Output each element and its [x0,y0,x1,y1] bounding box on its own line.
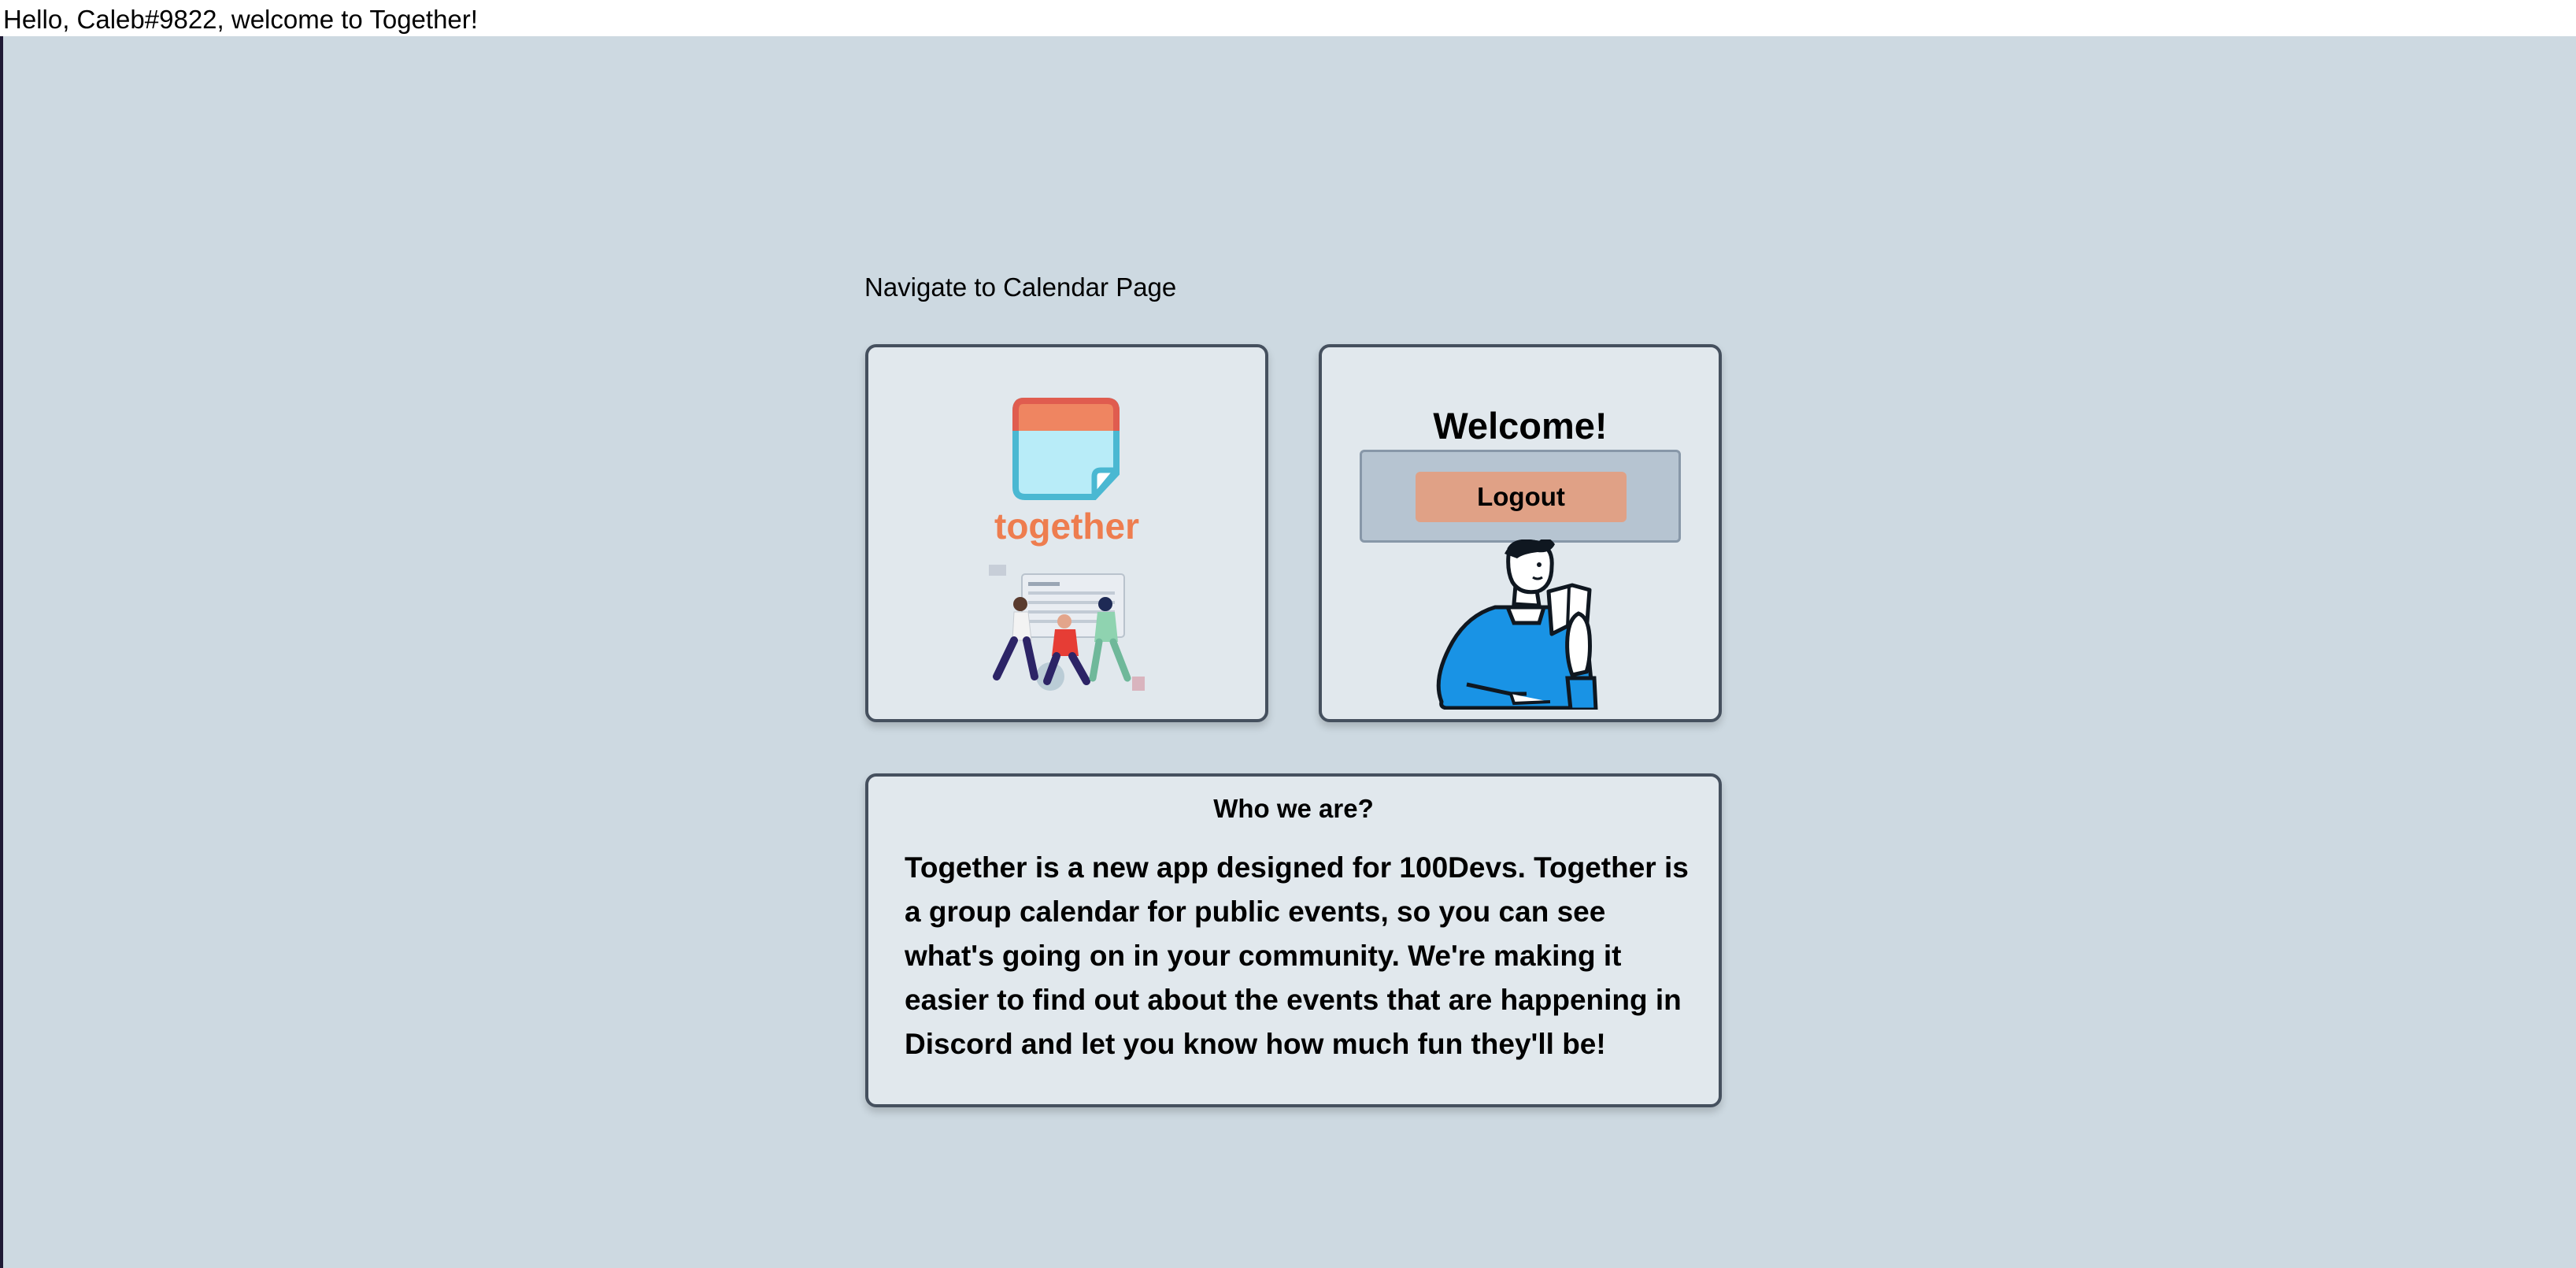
about-heading: Who we are? [1213,794,1374,823]
calendar-nav-link[interactable]: Navigate to Calendar Page [864,273,1177,302]
page-background [3,36,2576,1268]
about-body-text: is a new app designed for 100Devs. Together is a group calendar for public events, so you can see what's going on in your community. We're making it easier to find out about the events that are happening in Discord and let you know how much fun they'll be! [905,851,1689,1060]
about-card [865,773,1722,1107]
about-paragraph [905,846,1692,1066]
person-reading-illustration [1432,539,1613,710]
welcome-heading: Welcome! [1433,405,1608,447]
calendar-card[interactable] [865,344,1268,722]
top-bar [0,0,2576,36]
brand-logo-text: together [994,506,1139,547]
calendar-note-icon [1012,398,1123,502]
logout-button[interactable]: Logout [1416,472,1627,522]
welcome-card [1319,344,1722,722]
logout-panel [1360,450,1681,543]
greeting-text: Hello, Caleb#9822, welcome to Together! [3,5,478,34]
people-walking-illustration [983,558,1156,694]
about-brand-name: Together [905,851,1027,884]
